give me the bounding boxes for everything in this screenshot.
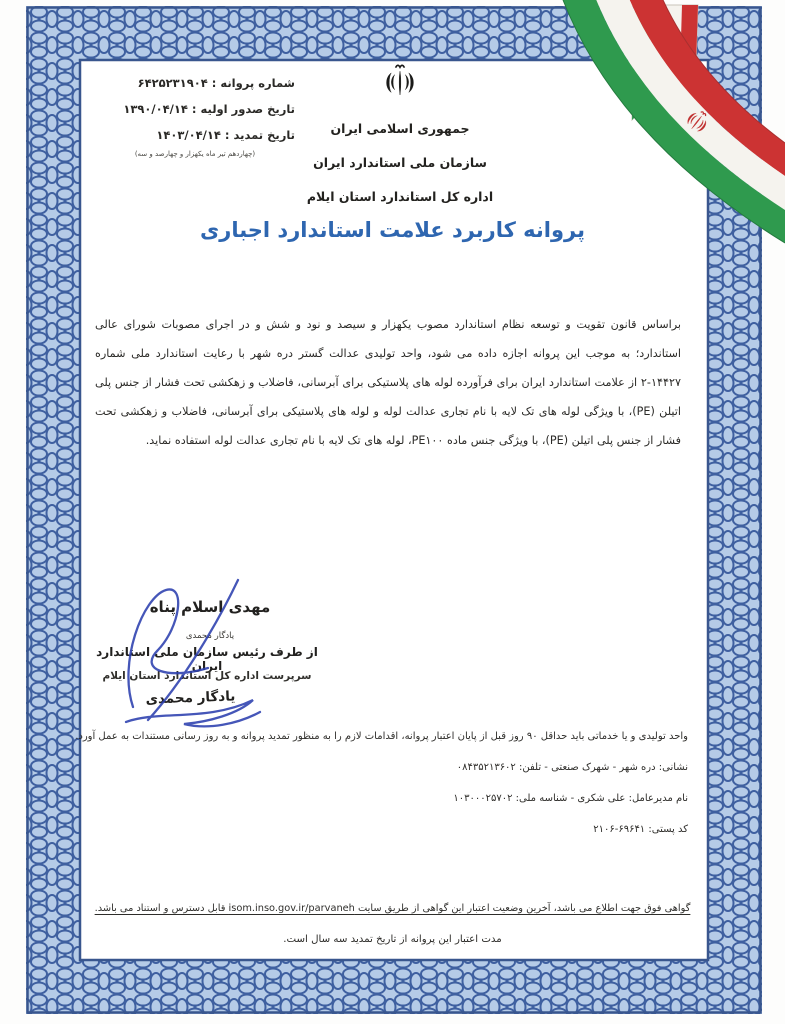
signer-name-small: یادگار محمدی (185, 631, 235, 641)
on-behalf-line: از طرف رئیس سازمان ملی استاندارد ایران (96, 645, 318, 673)
postal-code-line (593, 821, 688, 839)
initial-issue-label: تاریخ صدور اولیه : (191, 102, 295, 116)
license-number-value: ۶۴۲۵۲۳۱۹۰۴ (137, 76, 208, 90)
certificate-title: پروانه کاربرد علامت استاندارد اجباری (199, 218, 585, 242)
organization-name: سازمان ملی استاندارد ایران (313, 155, 487, 170)
renewal-notice-line: واحد تولیدی و یا خدماتی باید حداقل ۹۰ روز قبل از پایان اعتبار پروانه، اقدامات لازم را به منظور تمدید پروانه و به روز رسانی مستندات به عمل آورد. (75, 731, 688, 742)
ribbon-stripes (563, 0, 785, 243)
certificate-body-text: براساس قانون تقویت و توسعه نظام استاندارد مصوب یکهزار و سیصد و نود و شش و در اجرای مصوبات شورای عالی استاندارد؛ به موجب این پروانه اجازه داده می شود، واحد تولیدی عدالت گستر دره شهر با رعایت استاندارد ملی شماره ۱۴۴۲۷-۲ از علامت استاندارد ایران برای فرآورده لوله های پلاستیکی برای آبرسانی، فاضلاب و زهکشی تحت فشار از جنس پلی اتیلن (PE)، با ویژگی لوله های تک لایه با نام تجاری عدالت لوله و لوله های پلاستیکی برای آبرسانی، فاضلاب و زهکشی تحت فشار از جنس پلی اتیلن (PE)، با ویژگی جنس ماده PE۱۰۰، لوله های تک لایه با نام تجاری عدالت لوله استفاده نماید. (95, 318, 681, 447)
country-name: جمهوری اسلامی ایران (330, 121, 470, 136)
flag-ribbon-icon (555, 0, 785, 250)
president-name: مهدی اسلام پناه (149, 598, 271, 616)
footer-duration-note: مدت اعتبار این پروانه از تاریخ تمدید سه سال است. (283, 934, 502, 945)
license-meta-block (95, 70, 295, 160)
deputy-title-line: سرپرست اداره کل استاندارد استان ایلام (102, 670, 312, 682)
postal-code-label: کد پستی: (648, 824, 688, 835)
signer-name: یادگار محمدی (145, 688, 236, 708)
license-number-line (95, 70, 295, 96)
signature-icon (88, 572, 298, 732)
initial-issue-line (95, 96, 295, 122)
renewal-line (95, 122, 295, 148)
postal-code-value: ۲۱۰۶-۶۹۶۴۱ (593, 824, 646, 835)
initial-issue-value: ۱۳۹۰/۰۴/۱۴ (123, 102, 188, 116)
iran-emblem-icon (378, 54, 422, 106)
renewal-value: ۱۴۰۳/۰۴/۱۴ (156, 128, 221, 142)
national-header (280, 54, 520, 214)
license-number-label: شماره پروانه : (211, 76, 295, 90)
manager-line: نام مدیرعامل: علی شکری - شناسه ملی: ۱۰۳۰۰۰۲۵۷۰۲ (453, 793, 688, 804)
renewal-date-words: (چهاردهم تیر ماه یکهزار و چهارصد و سه) (134, 150, 256, 158)
office-name: اداره کل استاندارد استان ایلام (306, 189, 494, 204)
address-line: نشانی: دره شهر - شهرک صنعتی - تلفن: ۰۸۴۳۵۲۱۳۶۰۲ (456, 762, 688, 773)
footer-validity-note: گواهی فوق جهت اطلاع می باشد، آخرین وضعیت اعتبار این گواهی از طریق سایت isom.inso.gov.ir/parvaneh قابل دسترس و استناد می باشد. (94, 903, 691, 914)
renewal-label: تاریخ تمدید : (224, 128, 295, 142)
